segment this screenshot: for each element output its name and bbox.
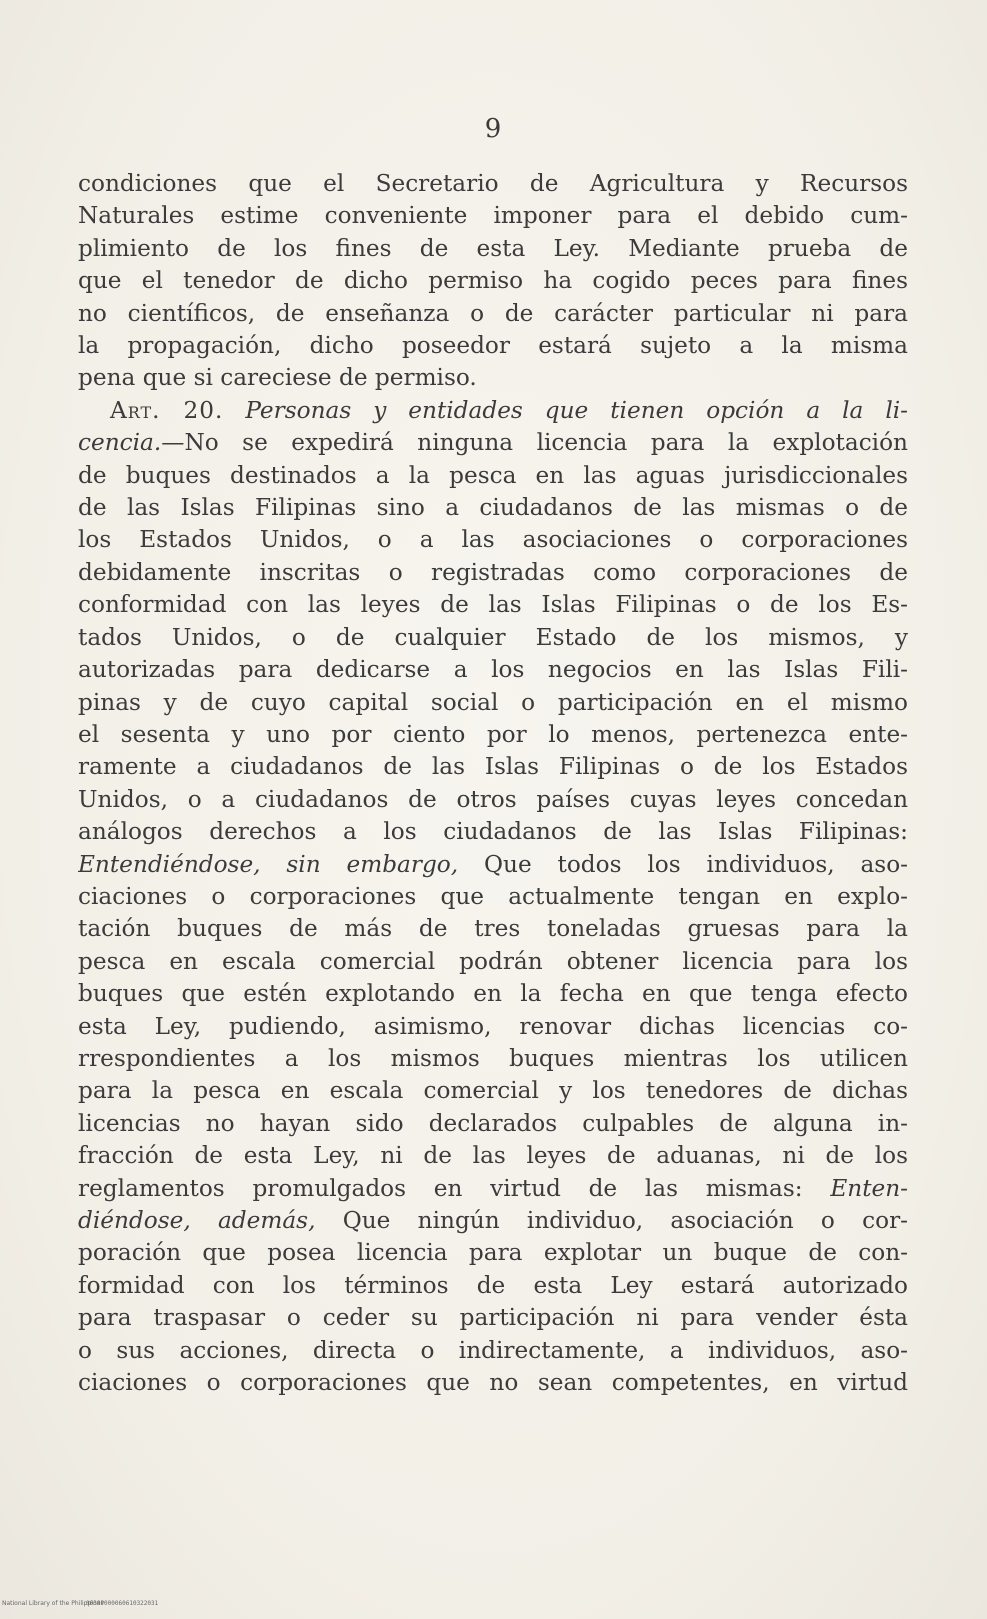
text-line: esta Ley, pudiendo, asimismo, renovar dichas licencias co- (78, 1012, 908, 1040)
proviso-lead: reglamentos promulgados en virtud de las mismas: (78, 1174, 831, 1202)
text-line: que el tenedor de dicho permiso ha cogido peces para fines (78, 267, 908, 295)
proviso-italic: Entendiéndose, sin embargo, (78, 850, 459, 878)
scan-id: 0038P000060610322031 (86, 1600, 159, 1607)
proviso-text: Que ningún individuo, asociación o cor- (315, 1207, 908, 1234)
page-number: 9 (484, 114, 503, 144)
article-title-cont: cencia. (78, 429, 162, 457)
article-title: Personas y entidades que tienen opción a la li- (245, 396, 908, 424)
text-line: plimiento de los fines de esta Ley. Mediante prueba de (78, 234, 908, 262)
article-text: —No se expedirá ninguna licencia para la explotación (161, 429, 908, 457)
text-line: pena que si careciese de permiso. (78, 364, 477, 392)
text-line: la propagación, dicho poseedor estará sujeto a la misma (78, 332, 908, 360)
text-line: el sesenta y uno por ciento por lo menos, pertenezca ente- (78, 720, 908, 748)
text-line: análogos derechos a los ciudadanos de las Islas Filipinas: (78, 818, 908, 846)
proviso-italic: Enten- (830, 1174, 908, 1202)
text-line: Unidos, o a ciudadanos de otros países cuyas leyes concedan (78, 785, 908, 813)
text-line: condiciones que el Secretario de Agricultura y Recursos (78, 170, 908, 197)
text-line: debidamente inscritas o registradas como corporaciones de (78, 558, 908, 586)
text-line: pesca en escala comercial podrán obtener licencia para los (78, 947, 908, 975)
article-label: Art. 20. (110, 396, 224, 424)
text-line (78, 1205, 908, 1237)
library-credit: National Library of the Philippines (2, 1600, 104, 1607)
proviso-italic: diéndose, además, (78, 1207, 316, 1234)
text-line: para traspasar o ceder su participación ni para vender ésta (78, 1304, 908, 1332)
text-line (78, 849, 908, 881)
text-line: tación buques de más de tres toneladas gruesas para la (78, 915, 908, 943)
text-line: Naturales estime conveniente imponer para el debido cum- (78, 202, 908, 230)
text-line: de las Islas Filipinas sino a ciudadanos de las mismas o de (78, 494, 908, 522)
text-line (78, 427, 908, 459)
text-line: fracción de esta Ley, ni de las leyes de aduanas, ni de los (78, 1142, 908, 1170)
text-line: ramente a ciudadanos de las Islas Filipinas o de los Estados (78, 753, 908, 781)
text-line: no científicos, de enseñanza o de carácter particular ni para (78, 299, 908, 327)
text-line: los Estados Unidos, o a las asociaciones o corporaciones (78, 526, 908, 554)
text-line: formidad con los términos de esta Ley estará autorizado (78, 1271, 908, 1299)
text-line: conformidad con las leyes de las Islas Filipinas o de los Es- (78, 591, 908, 619)
body-text (78, 168, 908, 1399)
text-line: licencias no hayan sido declarados culpables de alguna in- (78, 1109, 908, 1137)
text-line: buques que estén explotando en la fecha en que tenga efecto (78, 980, 908, 1008)
text-line: para la pesca en escala comercial y los tenedores de dichas (78, 1077, 908, 1105)
text-line: poración que posea licencia para explotar un buque de con- (78, 1239, 908, 1267)
article-heading-line (78, 395, 908, 427)
proviso-text: Que todos los individuos, aso- (458, 850, 908, 878)
text-line: ciaciones o corporaciones que no sean competentes, en virtud (78, 1369, 908, 1397)
text-line (78, 1173, 908, 1205)
text-line: tados Unidos, o de cualquier Estado de los mismos, y (78, 623, 908, 651)
text-line: autorizadas para dedicarse a los negocios en las Islas Fili- (78, 656, 908, 684)
text-line: rrespondientes a los mismos buques mientras los utilicen (78, 1044, 908, 1072)
text-line: de buques destinados a la pesca en las aguas jurisdiccionales (78, 461, 908, 489)
text-line: o sus acciones, directa o indirectamente, a individuos, aso- (78, 1336, 908, 1364)
text-line: pinas y de cuyo capital social o participación en el mismo (78, 688, 908, 716)
text-line: ciaciones o corporaciones que actualmente tengan en explo- (78, 882, 908, 910)
